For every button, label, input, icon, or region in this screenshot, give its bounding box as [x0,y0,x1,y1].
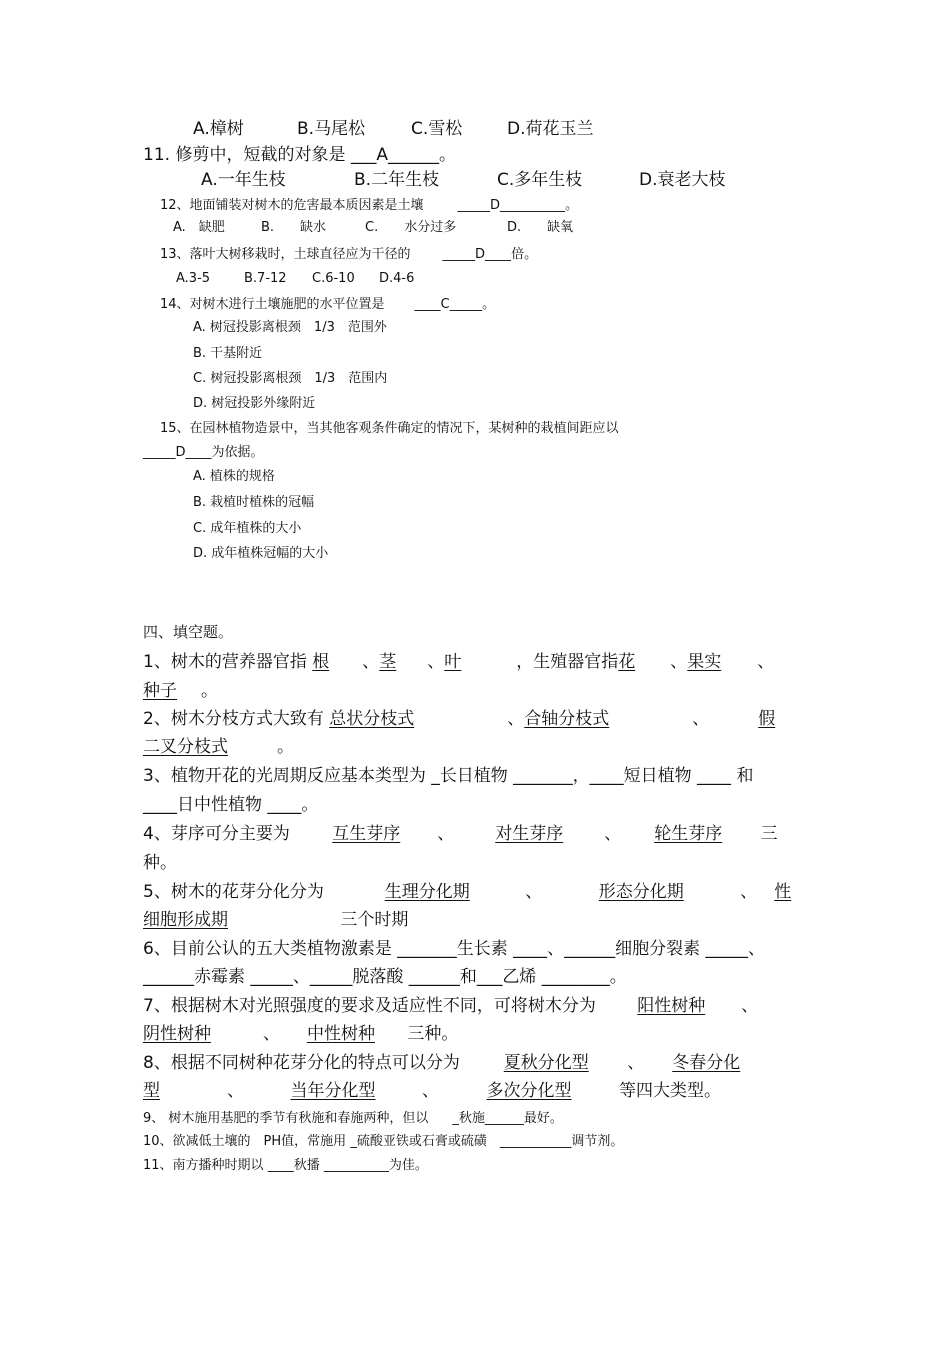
fill8-blank-2b: 型 [143,1081,160,1101]
q12-option-a: A. 缺肥 [173,220,225,235]
fill3-text: 3、植物开花的光周期反应基本类型为 [143,766,426,786]
q14-option-c: C. 树冠投影离根颈 1/3 范围内 [193,371,388,386]
q10-option-a: A.樟树 [193,119,244,139]
sep: 、 [422,1081,439,1101]
fill5-text: 5、树木的花芽分化分为 [143,882,324,902]
q15-option-c: C. 成年植株的大小 [193,521,302,536]
q13-post: 倍。 [511,247,538,262]
fill9-text: 9、 树木施用基肥的季节有秋施和春施两种，但以 [143,1111,429,1126]
q15-option-b: B. 栽植时植株的冠幅 [193,495,315,510]
fill2-text: 2、树木分枝方式大致有 [143,709,324,729]
fill9-blank: _秋施______ [452,1111,524,1126]
end: 。 [201,681,218,701]
fill11-blank: ____秋播 __________ [267,1158,389,1173]
sep: 、 [740,882,758,902]
q12-option-d: D. 缺氧 [507,220,574,235]
q14-option-b: B. 干基附近 [193,346,263,361]
fill8-text: 8、根据不同树种花芽分化的特点可以分为 [143,1053,460,1073]
fill2-line1 [143,711,775,728]
fill7-line2 [143,1026,458,1043]
q12-options [173,221,573,234]
sep: 、 [263,1024,280,1044]
fill4-line2: 种。 [143,853,177,873]
q11-option-a: A.一年生枝 [201,170,286,190]
fill5-blank-1: 生理分化期 [384,882,470,902]
q13-text: 13、落叶大树移栽时，土球直径应为干径的 [160,247,411,262]
q13-stem [160,248,537,261]
sep: 、 [292,967,310,987]
q12-text: 12、地面铺装对树木的危害最本质因素是土壤 [160,198,424,213]
section4-title: 四、填空题。 [143,623,234,641]
fill11-text: 11、南方播种时期以 [143,1158,264,1173]
sep: 、 [525,882,543,902]
fill4-blank-1: 互生芽序 [332,824,401,844]
fill10 [143,1135,623,1148]
fill6-line1 [143,941,765,958]
fill11-end: 为佳。 [388,1158,428,1173]
fill2-blank-3b: 二叉分枝式 [143,737,228,757]
q10-options [193,121,594,138]
fill1-text: 1、树木的营养器官指 [143,652,307,672]
fill6-blank-1: _______生长素 ____ [397,939,548,959]
q12-option-b: B. 缺水 [261,220,327,235]
end: 等四大类型。 [619,1081,721,1101]
sep: 、 [547,939,565,959]
fill10-text: 10、欲减低土壤的 PH值，常施用 [143,1134,347,1149]
sep: 、 [437,824,455,844]
sep: 、 [227,1081,244,1101]
sep: 、 [692,709,710,729]
sep: 、 [741,996,759,1016]
fill1-blank-stem: 茎 [379,652,397,672]
fill6-blank-3: ______赤霉素 _____ [143,967,293,987]
q11-option-c: C.多年生枝 [497,170,583,190]
end: 三个时期 [340,910,409,930]
fill2-blank-3a: 假 [758,709,776,729]
q13-option-a: A.3-5 [176,271,211,286]
q13-answer: _____D____ [442,247,512,262]
fill5-blank-2: 形态分化期 [598,882,684,902]
fill1-text2: ，生殖器官指 [516,652,619,672]
fill1-line1 [143,654,774,671]
fill6-line2 [143,969,627,986]
q15-stem: 15、在园林植物造景中，当其他客观条件确定的情况下，某树种的栽植间距应以 [160,421,619,436]
sep: 、 [670,652,688,672]
fill4-blank-3: 轮生芽序 [654,824,723,844]
fill3-line1 [143,768,753,785]
q13-option-d: D.4-6 [379,271,415,286]
fill1-blank-seed: 种子 [143,681,177,701]
fill8-line1 [143,1055,740,1072]
q12-stem [160,199,578,212]
q14-text: 14、对树木进行土壤施肥的水平位置是 [160,297,385,312]
fill6-blank-4: _____脱落酸 ______ [309,967,460,987]
and: 和 [459,967,477,987]
fill8-line2 [143,1083,721,1100]
q13-option-b: B.7-12 [244,271,287,286]
q15-option-d: D. 成年植株冠幅的大小 [193,546,329,561]
fill1-blank-root: 根 [312,652,330,672]
fill3-blank-1: _长日植物 _______ [431,766,573,786]
fill1-blank-leaf: 叶 [444,652,462,672]
fill1-blank-fruit: 果实 [687,652,722,672]
sep: 、 [627,1053,645,1073]
q15-option-a: A. 植株的规格 [193,469,275,484]
fill9 [143,1112,563,1125]
fill5-line2 [143,912,408,929]
and: 和 [736,766,754,786]
fill7-blank-1: 阳性树种 [637,996,706,1016]
q13-options [176,272,414,285]
fill2-blank-2: 合轴分枝式 [524,709,610,729]
q11-text: 11. 修剪中，短截的对象是 [143,145,351,165]
q10-option-d: D.荷花玉兰 [507,119,594,139]
sep: 、 [604,824,622,844]
sep: 、 [507,709,525,729]
q14-option-d: D. 树冠投影外缘附近 [193,396,316,411]
fill9-end: 最好。 [523,1111,563,1126]
sep: 、 [757,652,775,672]
q11-options [201,172,726,189]
end: 。 [301,795,319,815]
q14-post: 。 [482,297,496,312]
q11-option-b: B.二年生枝 [354,170,440,190]
fill6-blank-5: ___乙烯 ________ [476,967,610,987]
fill7-text: 7、根据树木对光照强度的要求及适应性不同，可将树木分为 [143,996,596,1016]
fill8-blank-2a: 冬春分化 [672,1053,741,1073]
fill7-blank-3: 中性树种 [307,1024,375,1044]
fill6-blank-2: ______细胞分裂素 _____ [564,939,749,959]
fill8-blank-1: 夏秋分化型 [503,1053,589,1073]
q12-answer: _____D__________ [457,198,566,213]
fill2-line2 [143,739,294,756]
fill1-line2 [143,683,218,700]
sep: ， [572,766,590,786]
end: 三种。 [407,1024,459,1044]
q12-option-c: C. 水分过多 [365,220,457,235]
q11-option-d: D.衰老大枝 [639,170,726,190]
end: 。 [277,737,294,757]
fill6-text: 6、目前公认的五大类植物激素是 [143,939,392,959]
fill4-line1 [143,826,778,843]
q11-post: 。 [438,145,456,165]
fill5-blank-3a: 性 [774,882,792,902]
fill5-line1 [143,884,791,901]
fill4-blank-2: 对生芽序 [495,824,564,844]
fill8-blank-4: 多次分化型 [486,1081,572,1101]
three: 三 [760,824,778,844]
fill7-blank-2: 阴性树种 [143,1024,211,1044]
fill10-end: 调节剂。 [571,1134,624,1149]
sep: 、 [748,939,766,959]
q10-option-c: C.雪松 [411,119,463,139]
q15-stem-cont [143,446,264,459]
q13-option-c: C.6-10 [312,271,355,286]
q14-answer: ____C_____ [414,297,483,312]
sep: 、 [362,652,380,672]
fill10-blank: _硫酸亚铁或石膏或硫磺 ___________ [350,1134,572,1149]
fill2-blank-1: 总状分枝式 [329,709,415,729]
q15-answer: _____D____ [143,445,212,460]
fill3-blank-3: ____日中性植物 ____ [143,795,302,815]
fill8-blank-3: 当年分化型 [290,1081,376,1101]
sep: 、 [427,652,445,672]
fill5-blank-3b: 细胞形成期 [143,910,228,930]
fill11 [143,1159,428,1172]
q15-post: 为依据。 [211,445,264,460]
q10-option-b: B.马尾松 [297,119,366,139]
fill3-blank-2: ____短日植物 ____ [589,766,732,786]
q11-answer: ___A______ [350,145,439,165]
q14-option-a: A. 树冠投影离根颈 1/3 范围外 [193,320,387,335]
fill4-text: 4、芽序可分主要为 [143,824,290,844]
fill3-line2 [143,797,318,814]
q12-post: 。 [565,198,579,213]
fill1-blank-flower: 花 [618,652,636,672]
q11-stem [143,147,456,164]
end: 。 [609,967,627,987]
q14-stem [160,298,495,311]
fill7-line1 [143,998,758,1015]
